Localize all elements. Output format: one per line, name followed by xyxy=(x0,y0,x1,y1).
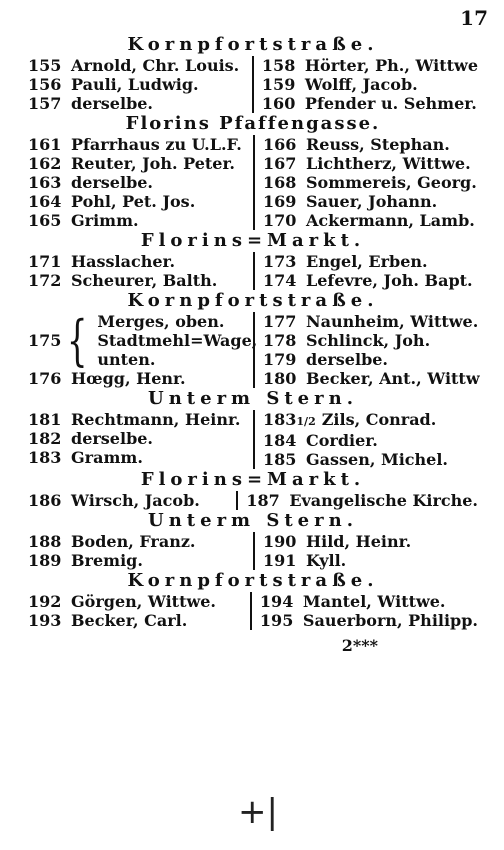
house-number: 166 xyxy=(263,135,297,154)
left-column xyxy=(28,592,250,630)
list-entry xyxy=(28,192,253,211)
list-entry xyxy=(28,491,236,510)
occupant-name: Pfender u. Sehmer. xyxy=(304,94,477,113)
list-entry xyxy=(263,312,480,331)
house-number: 167 xyxy=(263,154,297,173)
list-entry xyxy=(28,94,252,113)
right-column xyxy=(253,135,478,230)
list-entry xyxy=(28,211,253,230)
section-block xyxy=(28,135,478,230)
house-number: 160 xyxy=(261,94,296,113)
section-block xyxy=(28,308,480,388)
house-number: 181 xyxy=(28,410,62,429)
occupant-name: Sauer, Johann. xyxy=(306,192,438,211)
occupant-name: derselbe. xyxy=(71,94,153,113)
catchword: 2*** xyxy=(341,636,378,655)
occupant-name: Engel, Erben. xyxy=(306,252,428,271)
occupant-name: Hasslacher. xyxy=(71,252,176,271)
list-entry xyxy=(263,271,478,290)
house-number: 174 xyxy=(263,271,297,290)
house-number: 169 xyxy=(263,192,297,211)
house-number: 163 xyxy=(28,173,62,192)
house-number: 179 xyxy=(263,350,297,369)
occupant-name: Wirsch, Jacob. xyxy=(71,491,200,510)
list-entry xyxy=(263,173,478,192)
occupant-name: Bremig. xyxy=(71,551,143,570)
page-number: 17 xyxy=(460,6,488,30)
house-number: 171 xyxy=(28,252,62,271)
house-number: 173 xyxy=(263,252,297,271)
occupant-name: Pohl, Pet. Jos. xyxy=(71,192,196,211)
list-entry xyxy=(262,75,478,94)
occupant-name: unten. xyxy=(97,350,156,369)
house-number: 180 xyxy=(263,369,297,388)
house-number-fraction: 1/2 xyxy=(296,415,316,428)
house-number: 162 xyxy=(28,154,62,173)
list-entry xyxy=(262,94,478,113)
occupant-name: Hœgg, Henr. xyxy=(71,369,186,388)
left-column xyxy=(28,491,236,510)
list-entry xyxy=(263,369,480,388)
occupant-name: Ackermann, Lamb. xyxy=(306,211,475,230)
list-entry xyxy=(262,56,478,75)
section-block xyxy=(28,56,478,113)
house-number: 161 xyxy=(28,135,62,154)
section-heading: Florins=Markt. xyxy=(140,230,366,251)
section-heading: Florins Pfaffengasse. xyxy=(125,113,381,134)
house-number: 183 xyxy=(263,410,297,429)
occupant-name: Zils, Conrad. xyxy=(321,410,437,429)
house-number: 182 xyxy=(28,429,62,448)
house-number: 178 xyxy=(263,331,297,350)
right-column xyxy=(236,491,478,510)
occupant-name: Wolff, Jacob. xyxy=(304,75,418,94)
left-column xyxy=(28,532,253,570)
occupant-name: Merges, oben. xyxy=(97,312,225,331)
list-entry xyxy=(28,75,252,94)
list-entry xyxy=(28,611,250,630)
left-column xyxy=(28,410,253,469)
list-entry xyxy=(263,431,478,450)
house-number: 156 xyxy=(28,75,62,94)
list-entry xyxy=(28,173,253,192)
list-entry xyxy=(28,271,253,290)
house-number: 191 xyxy=(263,551,297,570)
left-column xyxy=(28,308,258,388)
section-heading: Kornpfortstraße. xyxy=(127,570,379,591)
list-entry xyxy=(263,252,478,271)
section-heading: Kornpfortstraße. xyxy=(127,290,379,311)
house-number: 155 xyxy=(28,56,62,75)
section-heading: Unterm Stern. xyxy=(148,388,358,409)
occupant-name: Pfarrhaus zu U.L.F. xyxy=(71,135,242,154)
house-number: 187 xyxy=(246,491,280,510)
occupant-name: Gramm. xyxy=(71,448,143,467)
right-column xyxy=(253,532,478,570)
list-entry xyxy=(28,532,253,551)
bracketed-entry xyxy=(28,308,258,372)
house-number: 157 xyxy=(28,94,62,113)
brace-mark: { xyxy=(66,308,88,372)
section-block xyxy=(28,592,478,630)
occupant-name: Görgen, Wittwe. xyxy=(71,592,216,611)
list-entry xyxy=(260,611,478,630)
occupant-name: Gassen, Michel. xyxy=(306,450,448,469)
occupant-name: Hild, Heinr. xyxy=(306,532,412,551)
occupant-name: Sommereis, Georg. xyxy=(306,173,477,192)
house-number: 176 xyxy=(28,369,62,388)
house-number: 165 xyxy=(28,211,62,230)
house-number: 185 xyxy=(263,450,297,469)
list-entry xyxy=(28,369,253,388)
house-number: 194 xyxy=(259,592,294,611)
list-entry xyxy=(28,56,252,75)
occupant-name: Pauli, Ludwig. xyxy=(71,75,199,94)
house-number: 184 xyxy=(263,431,297,450)
bracketed-lines xyxy=(97,312,257,369)
house-number: 177 xyxy=(263,312,297,331)
directory-list xyxy=(28,34,478,655)
house-number: 168 xyxy=(263,173,297,192)
list-entry xyxy=(28,135,253,154)
list-entry xyxy=(263,410,478,431)
list-entry xyxy=(28,448,253,467)
occupant-name: Lichtherz, Wittwe. xyxy=(306,154,471,173)
occupant-name: Rechtmann, Heinr. xyxy=(71,410,241,429)
occupant-name: derselbe. xyxy=(306,350,388,369)
left-column xyxy=(28,135,253,230)
list-entry xyxy=(263,154,478,173)
section-heading: Kornpfortstraße. xyxy=(127,34,379,55)
occupant-name: derselbe. xyxy=(71,173,153,192)
house-number: 192 xyxy=(28,592,62,611)
house-number: 190 xyxy=(263,532,297,551)
right-column xyxy=(250,592,478,630)
list-entry xyxy=(260,592,478,611)
right-column xyxy=(253,312,480,388)
occupant-name: Cordier. xyxy=(306,431,378,450)
house-number: 164 xyxy=(28,192,62,211)
right-column xyxy=(253,252,478,290)
occupant-name: Arnold, Chr. Louis. xyxy=(71,56,240,75)
list-entry xyxy=(28,410,253,429)
occupant-name: Evangelische Kirche. xyxy=(289,491,478,510)
house-number: 170 xyxy=(263,211,297,230)
right-column xyxy=(252,56,478,113)
list-entry xyxy=(263,450,478,469)
section-block xyxy=(28,491,478,510)
list-entry xyxy=(263,211,478,230)
list-entry xyxy=(263,135,478,154)
occupant-name: Grimm. xyxy=(71,211,139,230)
house-number: 175 xyxy=(28,331,62,350)
list-entry xyxy=(263,192,478,211)
left-column xyxy=(28,56,252,113)
list-entry xyxy=(263,532,478,551)
occupant-name: Scheurer, Balth. xyxy=(71,271,218,290)
house-number: 195 xyxy=(259,611,294,630)
occupant-name: Reuter, Joh. Peter. xyxy=(71,154,235,173)
section-heading: Unterm Stern. xyxy=(148,510,358,531)
section-block xyxy=(28,252,478,290)
list-entry xyxy=(263,331,480,350)
handwritten-mark: +| xyxy=(238,792,278,832)
occupant-name: Boden, Franz. xyxy=(71,532,196,551)
house-number: 186 xyxy=(28,491,62,510)
house-number: 183 xyxy=(28,448,62,467)
left-column xyxy=(28,252,253,290)
house-number: 172 xyxy=(28,271,62,290)
list-entry xyxy=(28,154,253,173)
section-block xyxy=(28,532,478,570)
occupant-name: Mantel, Wittwe. xyxy=(302,592,446,611)
list-entry xyxy=(28,551,253,570)
occupant-name: Kyll. xyxy=(306,551,347,570)
list-entry xyxy=(28,592,250,611)
house-number: 158 xyxy=(261,56,296,75)
list-entry xyxy=(28,429,253,448)
house-number: 188 xyxy=(28,532,62,551)
occupant-name: Sauerborn, Philipp. xyxy=(302,611,478,630)
list-entry xyxy=(263,551,478,570)
list-entry xyxy=(263,350,480,369)
occupant-name: Becker, Ant., Wittw xyxy=(306,369,480,388)
list-entry xyxy=(246,491,478,510)
section-heading: Florins=Markt. xyxy=(140,469,366,490)
occupant-name: Lefevre, Joh. Bapt. xyxy=(306,271,473,290)
house-number: 193 xyxy=(28,611,62,630)
occupant-name: Reuss, Stephan. xyxy=(306,135,450,154)
house-number: 189 xyxy=(28,551,62,570)
right-column xyxy=(253,410,478,469)
occupant-name: Becker, Carl. xyxy=(71,611,188,630)
house-number: 159 xyxy=(261,75,296,94)
list-entry xyxy=(28,252,253,271)
occupant-name: Naunheim, Wittwe. xyxy=(306,312,479,331)
occupant-name: Stadtmehl=Wage, xyxy=(97,331,258,350)
occupant-name: derselbe. xyxy=(71,429,153,448)
occupant-name: Schlinck, Joh. xyxy=(306,331,431,350)
section-block xyxy=(28,410,478,469)
occupant-name: Hörter, Ph., Wittwe xyxy=(304,56,478,75)
